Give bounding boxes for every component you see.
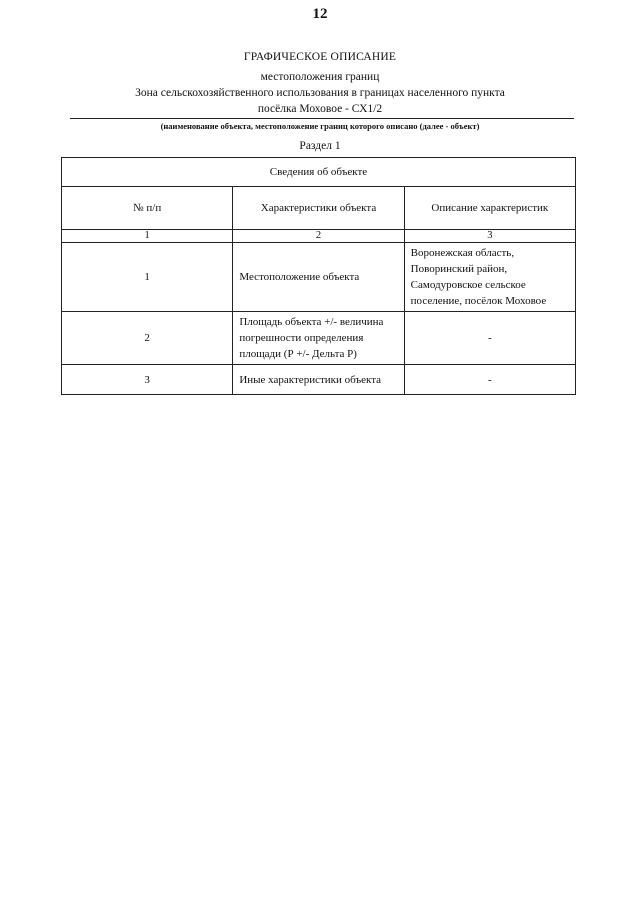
object-caption: (наименование объекта, местоположение границ которого описано (далее - объект) bbox=[160, 121, 480, 131]
page-number: 12 bbox=[312, 6, 328, 22]
column-header-number: № п/п bbox=[62, 187, 233, 230]
subtitle-line-2: Зона сельскохозяйственного использования в границах населенного пункта bbox=[135, 87, 505, 99]
row-number: 3 bbox=[62, 365, 233, 395]
column-number-row bbox=[62, 230, 576, 243]
row-characteristic: Местоположение объекта bbox=[233, 243, 404, 312]
table-row bbox=[62, 312, 576, 365]
row-number: 2 bbox=[62, 312, 233, 365]
table-header-row bbox=[62, 187, 576, 230]
row-description: - bbox=[404, 312, 575, 365]
column-header-characteristic: Характеристики объекта bbox=[233, 187, 404, 230]
title-underline bbox=[70, 118, 574, 119]
section-heading: Раздел 1 bbox=[299, 140, 341, 152]
column-number: 1 bbox=[62, 230, 233, 243]
document-title: ГРАФИЧЕСКОЕ ОПИСАНИЕ bbox=[243, 51, 397, 63]
table-row bbox=[62, 365, 576, 395]
table-title: Сведения об объекте bbox=[62, 158, 576, 187]
column-number: 3 bbox=[404, 230, 575, 243]
table-row bbox=[62, 243, 576, 312]
object-info-table bbox=[61, 157, 576, 395]
subtitle-line-1: местоположения границ bbox=[260, 71, 380, 83]
column-number: 2 bbox=[233, 230, 404, 243]
row-description: Воронежская область, Поворинский район, Самодуровское сельское поселение, посёлок Моховое bbox=[404, 243, 575, 312]
subtitle-line-3: посёлка Моховое - СХ1/2 bbox=[257, 103, 383, 115]
row-characteristic: Иные характеристики объекта bbox=[233, 365, 404, 395]
row-characteristic: Площадь объекта +/- величина погрешности определения площади (Р +/- Дельта Р) bbox=[233, 312, 404, 365]
table-title-row bbox=[62, 158, 576, 187]
column-header-description: Описание характеристик bbox=[404, 187, 575, 230]
row-number: 1 bbox=[62, 243, 233, 312]
row-description: - bbox=[404, 365, 575, 395]
